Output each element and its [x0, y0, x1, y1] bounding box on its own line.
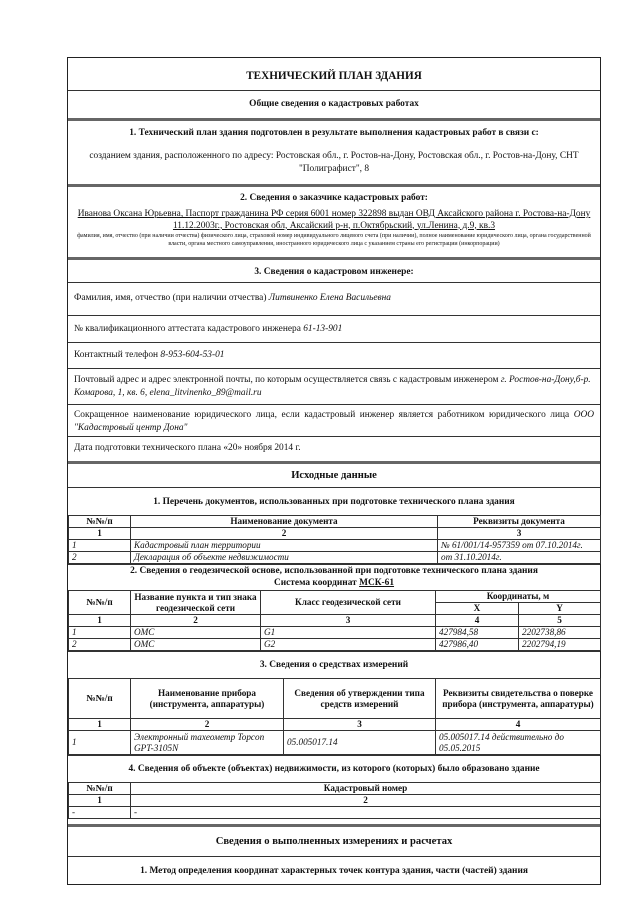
col-number: №№/п — [69, 679, 131, 719]
geodetic-heading: 2. Сведения о геодезической основе, использованной при подготовке технического плана здания — [130, 566, 538, 576]
geodetic-header — [68, 564, 600, 590]
col-index: 4 — [436, 719, 601, 731]
document-title: ТЕХНИЧЕСКИЙ ПЛАН ЗДАНИЯ — [246, 70, 422, 82]
source-data-header — [68, 461, 600, 487]
col-index: 2 — [131, 615, 261, 627]
instruments-header — [68, 651, 600, 678]
col-index: 3 — [261, 615, 436, 627]
row-number: - — [69, 807, 131, 819]
row-number: 2 — [69, 552, 131, 564]
document-details: от 31.10.2014г. — [438, 552, 601, 564]
engineer-address-value: Ростов-на-Дону,б-р. Комарова, 1, кв. 6, elena_litvinenko_89@mail.ru — [74, 375, 591, 398]
section-1-heading: 1. Технический план здания подготовлен в результате выполнения кадастровых работ в связи с: — [129, 128, 539, 138]
col-x: X — [436, 603, 519, 615]
engineer-cert-value: 61-13-901 — [303, 324, 343, 334]
general-section-header — [68, 90, 600, 118]
section-2 — [68, 184, 600, 257]
coord-y: 2202794,19 — [519, 639, 601, 651]
instrument-name: Электронный тахеометр Topcon GPT-3105N — [131, 731, 284, 755]
row-number: 1 — [69, 627, 131, 639]
coord-x: 427986,40 — [436, 639, 519, 651]
source-objects-header — [68, 755, 600, 782]
coord-x: 427984,58 — [436, 627, 519, 639]
col-type-approval: Сведения об утверждении типа средств измерений — [284, 679, 436, 719]
coord-system-value: МСК-61 — [359, 577, 395, 588]
coord-y: 2202738,86 — [519, 627, 601, 639]
col-network-class: Класс геодезической сети — [261, 591, 436, 615]
customer-note: фамилия, имя, отчество (при наличии отчества) физического лица, страховой номер индивидуального лицевого счета (при наличии), полное наименование юридического лица, органа государственной власти, органа местного самоуправления, иностранного юридического лица с указанием страны его регистрации (инкорпорации) — [77, 233, 591, 247]
col-index: 3 — [284, 719, 436, 731]
coord-system-label: Система координат — [273, 577, 357, 588]
engineer-name-value: Литвиненко Елена Васильевна — [268, 293, 391, 303]
col-index: 1 — [69, 795, 131, 807]
instruments-table — [68, 678, 601, 755]
col-index: 2 — [131, 528, 438, 540]
col-number: №№/п — [69, 516, 131, 528]
col-instrument-name: Наименование прибора (инструмента, аппаратуры) — [131, 679, 284, 719]
measurements-header — [68, 824, 600, 856]
document-details: № 61/001/14-957359 от 07.10.2014г. — [438, 540, 601, 552]
source-objects-table-numbers — [69, 795, 601, 807]
engineer-address-label: Почтовый адрес и адрес электронной почты, по которым осуществляется связь с кадастровым инженером — [74, 375, 499, 385]
method-row — [68, 856, 600, 884]
section-2-heading: 2. Сведения о заказчике кадастровых работ: — [240, 193, 428, 203]
verification-details: 05.005017.14 действительно до 05.05.2015 — [436, 731, 601, 755]
table-row — [69, 627, 601, 639]
col-verification: Реквизиты свидетельства о поверке прибора (инструмента, аппаратуры) — [436, 679, 601, 719]
documents-list-heading: 1. Перечень документов, использованных при подготовке технического плана здания — [153, 497, 515, 507]
col-index: 1 — [69, 719, 131, 731]
cadastral-number: - — [131, 807, 601, 819]
method-heading: 1. Метод определения координат характерных точек контура здания, части (частей) здания — [140, 866, 528, 876]
network-class: G2 — [261, 639, 436, 651]
source-objects-heading: 4. Сведения об объекте (объектах) недвижимости, из которого (которых) было образовано здание — [128, 764, 540, 774]
document-page — [67, 57, 601, 885]
section-1-text: созданием здания, расположенного по адресу: Ростовская обл., г. Ростов-на-Дону, Ростовская обл., г. Ростов-на-Дону, СНТ "Полиграфист", 8 — [89, 151, 579, 174]
engineer-cert-label: № квалификационного аттестата кадастрового инженера — [74, 324, 301, 334]
engineer-org-value: ООО "Кадастровый центр Дона" — [74, 410, 594, 433]
col-number: №№/п — [69, 591, 131, 615]
instruments-table-numbers — [69, 719, 601, 731]
col-document-name: Наименование документа — [131, 516, 438, 528]
table-row — [69, 540, 601, 552]
source-data-title: Исходные данные — [291, 470, 377, 481]
engineer-address-city: г. — [500, 375, 507, 385]
engineer-phone-label: Контактный телефон — [74, 350, 159, 360]
engineer-phone-row — [68, 342, 600, 368]
section-3-header — [68, 257, 600, 282]
table-row — [69, 639, 601, 651]
engineer-name-row — [68, 282, 600, 315]
table-row — [69, 807, 601, 819]
section-3-heading: 3. Сведения о кадастровом инженере: — [254, 267, 414, 277]
engineer-cert-row — [68, 315, 600, 342]
geodetic-head-row-1 — [69, 591, 601, 603]
documents-list-header — [68, 487, 600, 515]
point-name: ОМС — [131, 639, 261, 651]
document-name: Декларация об объекте недвижимости — [131, 552, 438, 564]
col-coordinates: Координаты, м — [436, 591, 601, 603]
plan-date-text: Дата подготовки технического плана «20» ноября 2014 г. — [74, 443, 301, 453]
engineer-phone-value: 8-953-604-53-01 — [160, 350, 225, 360]
col-index: 2 — [131, 719, 284, 731]
col-index: 5 — [519, 615, 601, 627]
source-objects-table — [68, 782, 601, 819]
col-index: 1 — [69, 528, 131, 540]
row-number: 2 — [69, 639, 131, 651]
plan-date-row — [68, 436, 600, 461]
instruments-heading: 3. Сведения о средствах измерений — [259, 660, 409, 670]
table-row — [69, 552, 601, 564]
geodetic-table-numbers — [69, 615, 601, 627]
documents-table — [68, 515, 601, 564]
documents-table-numbers — [69, 528, 601, 540]
document-name: Кадастровый план территории — [131, 540, 438, 552]
col-index: 2 — [131, 795, 601, 807]
engineer-name-label: Фамилия, имя, отчество (при наличии отчества) — [74, 293, 267, 303]
customer-info: Иванова Оксана Юрьевна, Паспорт гражданина РФ серия 6001 номер 322898 выдан ОВД Аксайского района г. Ростова-на-Дону 11.12.2003г., Ростовская обл, Аксайский р-н, п.Октябрьский, ул.Ленина, д.9, кв.3 — [77, 209, 591, 231]
documents-table-head — [69, 516, 601, 528]
geodetic-table — [68, 590, 601, 651]
col-document-details: Реквизиты документа — [438, 516, 601, 528]
section-1 — [68, 118, 600, 184]
measurements-title: Сведения о выполненных измерениях и расчетах — [215, 836, 453, 847]
col-y: Y — [519, 603, 601, 615]
type-approval: 05.005017.14 — [284, 731, 436, 755]
col-point-name: Название пункта и тип знака геодезической сети — [131, 591, 261, 615]
engineer-org-row — [68, 404, 600, 436]
engineer-org-label: Сокращенное наименование юридического лица, если кадастровый инженер является работником юридического лица — [74, 410, 570, 420]
network-class: G1 — [261, 627, 436, 639]
col-number: №№/п — [69, 783, 131, 795]
source-objects-table-head — [69, 783, 601, 795]
col-index: 1 — [69, 615, 131, 627]
point-name: ОМС — [131, 627, 261, 639]
instruments-table-head — [69, 679, 601, 719]
col-cadastral-number: Кадастровый номер — [131, 783, 601, 795]
row-number: 1 — [69, 731, 131, 755]
row-number: 1 — [69, 540, 131, 552]
general-header-text: Общие сведения о кадастровых работах — [249, 99, 419, 109]
col-index: 4 — [436, 615, 519, 627]
engineer-address-row — [68, 368, 600, 404]
table-row — [69, 731, 601, 755]
col-index: 3 — [438, 528, 601, 540]
